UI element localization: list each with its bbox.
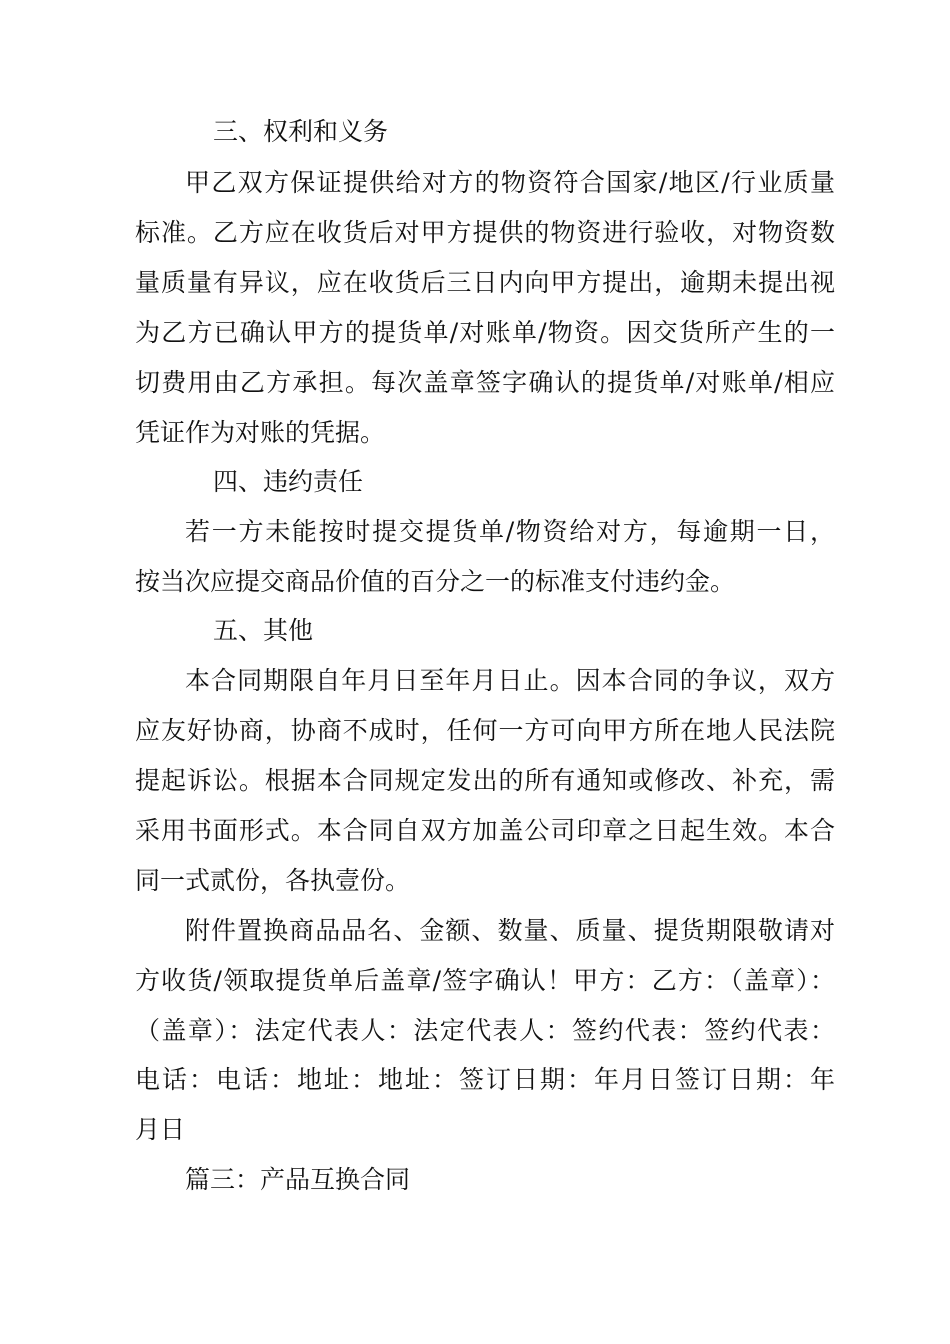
attachment-line: 方收货/领取提货单后盖章/签字确认！甲方：乙方：（盖章）： xyxy=(135,966,835,995)
attachment-line: 电话：电话：地址：地址：签订日期：年月日签订日期：年 xyxy=(135,1065,835,1094)
paragraph-line: 为乙方已确认甲方的提货单/对账单/物资。因交货所产生的一 xyxy=(135,318,835,347)
attachment-line: 月日 xyxy=(135,1115,186,1144)
section-heading-liability: 四、违约责任 xyxy=(213,467,364,496)
section-heading-rights: 三、权利和义务 xyxy=(213,117,389,146)
paragraph-line: 本合同期限自年月日至年月日止。因本合同的争议，双方 xyxy=(185,666,835,695)
section-heading-other: 五、其他 xyxy=(213,616,314,645)
attachment-line: （盖章）：法定代表人：法定代表人：签约代表：签约代表： xyxy=(135,1016,835,1045)
paragraph-line: 采用书面形式。本合同自双方加盖公司印章之日起生效。本合 xyxy=(135,816,835,845)
paragraph-line: 标准。乙方应在收货后对甲方提供的物资进行验收，对物资数 xyxy=(135,218,835,247)
paragraph-line: 甲乙双方保证提供给对方的物资符合国家/地区/行业质量 xyxy=(185,168,835,197)
paragraph-line: 按当次应提交商品价值的百分之一的标准支付违约金。 xyxy=(135,567,736,596)
attachment-line: 附件置换商品品名、金额、数量、质量、提货期限敬请对 xyxy=(185,916,835,945)
paragraph-line: 应友好协商，协商不成时，任何一方可向甲方所在地人民法院 xyxy=(135,716,835,745)
paragraph-line: 提起诉讼。根据本合同规定发出的所有通知或修改、补充，需 xyxy=(135,766,835,795)
paragraph-line: 量质量有异议，应在收货后三日内向甲方提出，逾期未提出视 xyxy=(135,268,835,297)
paragraph-line: 切费用由乙方承担。每次盖章签字确认的提货单/对账单/相应 xyxy=(135,368,835,397)
next-contract-title: 篇三：产品互换合同 xyxy=(185,1165,411,1194)
paragraph-line: 凭证作为对账的凭据。 xyxy=(135,418,386,447)
paragraph-line: 同一式贰份，各执壹份。 xyxy=(135,866,411,895)
paragraph-line: 若一方未能按时提交提货单/物资给对方，每逾期一日， xyxy=(185,517,835,546)
